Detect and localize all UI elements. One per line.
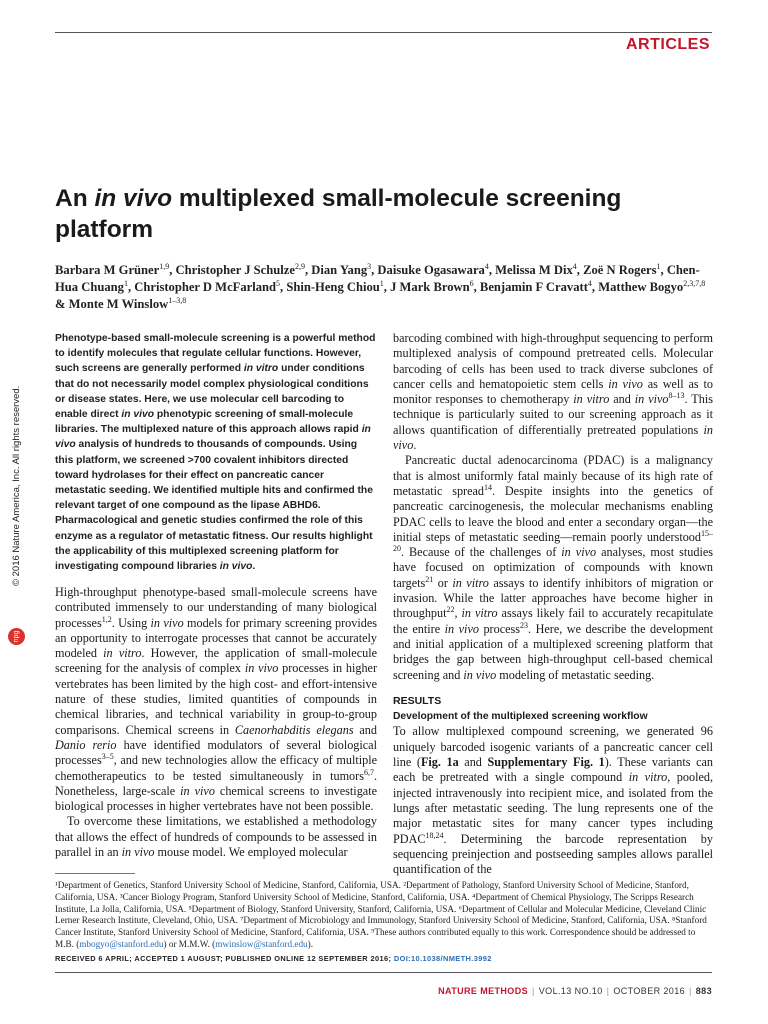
author-name: Chen-Hua Chuang — [55, 263, 700, 294]
author-name: Matthew Bogyo — [598, 280, 684, 294]
author-name: Dian Yang — [311, 263, 368, 277]
journal-date: OCTOBER 2016 — [613, 986, 686, 996]
doi-link[interactable]: DOI:10.1038/NMETH.3992 — [393, 954, 492, 963]
author-name: Daisuke Ogasawara — [377, 263, 485, 277]
title-post: multiplexed small-molecule screening platform — [55, 185, 622, 243]
author-affiliation-marker: 4 — [484, 261, 489, 271]
title-pre: An — [55, 185, 95, 212]
journal-name: NATURE METHODS — [438, 986, 529, 996]
bottom-rule — [55, 972, 712, 973]
author-affiliation-marker: 1,9 — [159, 261, 170, 271]
journal-volume: VOL.13 NO.10 — [538, 986, 603, 996]
intro-paragraph-2: To overcome these limitations, we established a methodology that allows the effect of hundreds of compounds to be assessed in parallel in an in vivo mouse model. We employed molecular — [55, 814, 377, 860]
results-subheading: Development of the multiplexed screening workflow — [393, 711, 648, 723]
email-link-winslow[interactable]: mwinslow@stanford.edu — [215, 938, 308, 949]
side-copyright: © 2016 Nature America, Inc. All rights reserved. — [11, 385, 22, 586]
author-affiliation-marker: 6 — [469, 278, 474, 288]
results-heading: RESULTS — [393, 694, 442, 707]
page-number: 883 — [695, 986, 712, 996]
intro-paragraph-1: High-throughput phenotype-based small-molecule screens have contributed immensely to our understanding of many biological processes$^{1,2}$. Using in vivo models for primary screening provides an opportunity to interrogate processes that cannot be accurately modeled in vitro. However, the application of small-molecule screening for the analysis of complex in vivo processes in higher vertebrates has been limited by the high cost- and effort-intensive nature of these studies, limited quantities of compounds in chemical libraries, and technical variability in group-to-group comparisons. Chemical screens in Caenorhabditis elegans and Danio rerio have identified modulators of several biological processes$^{3-5}$, and new technologies allow the efficacy of multiple chemotherapeutics to be tested simultaneously in tumors$^{6,7}$. Nonetheless, large-scale in vivo chemical screens to investigate biological processes in higher vertebrates have not been possible. — [55, 585, 378, 814]
author-affiliation-marker: 1 — [656, 261, 661, 271]
author-name: Shin-Heng Chiou — [286, 280, 380, 294]
footnote-rule — [55, 873, 135, 874]
section-label: ARTICLES — [626, 36, 710, 53]
author-affiliation-marker: 1–3,8 — [168, 295, 187, 305]
email-link-bogyo[interactable]: mbogyo@stanford.edu — [79, 938, 164, 949]
abstract: Phenotype-based small-molecule screening is a powerful method to identify molecules that regulate cellular functions. However, such screens are generally performed in vitro under conditions that do not necessarily model complex physiological conditions or disease states. Here, we use molecular cell barcoding to enable direct in vivo phenotypic screening of small-molecule libraries. The multiplexed nature of this approach allows rapid in vivo analysis of hundreds to thousands of compounds. Using this platform, we screened >700 covalent inhibitors directed toward hydrolases for their effect on pancreatic cancer metastatic seeding. We identified multiple hits and confirmed the relevant target of one compound as the lipase ABHD6. Pharmacological and genetic studies confirmed the role of this enzyme as a regulator of metastatic fitness. Our results highlight the applicability of this multiplexed screening platform for investigating compound libraries in vivo. — [55, 333, 376, 573]
journal-footer: NATURE METHODS | VOL.13 NO.10 | OCTOBER 2016 | 883 — [438, 986, 712, 996]
author-name: Melissa M Dix — [495, 263, 573, 277]
results-paragraph-1: To allow multiplexed compound screening, we generated 96 uniquely barcoded isogenic variants of a pancreatic cancer cell line (Fig. 1a and Supplementary Fig. 1). These variants can each be pretreated with a single compound in vitro, pooled, injected intravenously into recipient mice, and isolated from the lungs after metastatic seeding. The lung represents one of the major metastatic sites for many cancer types including PDAC$^{18,24}$. Determining the barcode representation by sequencing preinjection and postseeding samples allows parallel quantification of the — [393, 724, 713, 877]
intro-paragraph-4: Pancreatic ductal adenocarcinoma (PDAC) is a malignancy that is almost uniformly fatal mainly because of its high rate of metastatic spread$^{14}$. Despite insights into the genetics of pancreatic carcinogenesis, the molecular mechanisms enabling PDAC cells to leave the blood and enter a secondary organ—the initial steps of metastatic seeding—remain poorly understood$^{15-20}$. Because of the challenges of in vivo analyses, most studies have focused on optimization of compounds with known targets$^{21}$ or in vitro assays to identify inhibitors of migration or invasion. While the latter approaches have become higher in throughput$^{22}$, in vitro assays likely fail to accurately recapitulate the entire in vivo process$^{23}$. Here, we describe the development and initial application of a multiplexed screening platform that bridges the gap between high-throughput cell-based chemical screening and in vivo modeling of metastatic seeding. — [393, 453, 714, 682]
npg-logo-icon: npg — [8, 628, 25, 645]
title-italic: in vivo — [94, 185, 173, 212]
author-list: Barbara M Grüner$^{1,9}$, Christopher J Schulze$^{2,9}$, Dian Yang$^3$, Daisuke Ogasawara$^4$, Melissa M Dix$^4$, Zoë N Rogers$^1$, Chen-Hua Chuang$^1$, Christopher D McFarland$^5$, Shin-Heng Chiou$^1$, J Mark Brown$^6$, Benjamin F Cravatt$^4$, Matthew Bogyo$^{2,3,7,8}$ & Monte M Winslow$^{1-3,8}$ — [55, 261, 706, 311]
author-name: Barbara M Grüner — [55, 263, 160, 277]
author-name: Zoë N Rogers — [583, 263, 657, 277]
article-title — [55, 183, 695, 245]
intro-paragraph-3: barcoding combined with high-throughput sequencing to perform multiplexed analysis of compound pretreated cells. Molecular barcoding of cells has been used to track diverse subclones of cancer cells and hematopoietic stem cells in vivo as well as to monitor responses to chemotherapy in vitro and in vivo$^{8-13}$. This technique is particularly suited to our screening approach as it allows quantification of differentially pretreated populations in vivo. — [393, 331, 714, 453]
author-affiliation-marker: 2,3,7,8 — [683, 278, 706, 288]
left-column-body — [55, 585, 377, 860]
author-affiliation-marker: 3 — [367, 261, 372, 271]
author-affiliation-marker: 1 — [379, 278, 384, 288]
affiliations-footnote: ¹Department of Genetics, Stanford University School of Medicine, Stanford, California, USA. ²Department of Pathology, Stanford University School of Medicine, Stanford, California, USA. ³Cancer Biology Program, Stanford University School of Medicine, Stanford, California, USA. ⁴Department of Chemical Physiology, The Scripps Research Institute, La Jolla, California, USA. ⁵Department of Biology, Stanford University, Stanford, California, USA. ⁶Department of Cellular and Molecular Medicine, Cleveland Clinic Lerner Research Institute, Cleveland, Ohio, USA. ⁷Department of Microbiology and Immunology, Stanford University School of Medicine, Stanford, California, USA. ⁸Stanford Cancer Institute, Stanford University School of Medicine, Stanford, California, USA. ⁹These authors contributed equally to this work. Correspondence should be addressed to M.B. (mbogyo@stanford.edu) or M.M.W. (mwinslow@stanford.edu). — [55, 880, 707, 949]
author-name: J Mark Brown — [390, 280, 470, 294]
author-affiliation-marker: 4 — [587, 278, 592, 288]
author-name: Benjamin F Cravatt — [479, 280, 588, 294]
author-affiliation-marker: 2,9 — [294, 261, 305, 271]
right-column-body — [393, 331, 713, 877]
author-name: Monte M Winslow — [68, 297, 169, 311]
author-name: Christopher D McFarland — [134, 280, 277, 294]
author-affiliation-marker: 4 — [572, 261, 577, 271]
received-dates: RECEIVED 6 APRIL; ACCEPTED 1 AUGUST; PUBLISHED ONLINE 12 SEPTEMBER 2016; DOI:10.1038/NMETH.3992 — [55, 954, 492, 963]
author-name: Christopher J Schulze — [175, 263, 295, 277]
author-affiliation-marker: 1 — [123, 278, 128, 288]
author-affiliation-marker: 5 — [276, 278, 281, 288]
top-rule — [55, 32, 712, 33]
